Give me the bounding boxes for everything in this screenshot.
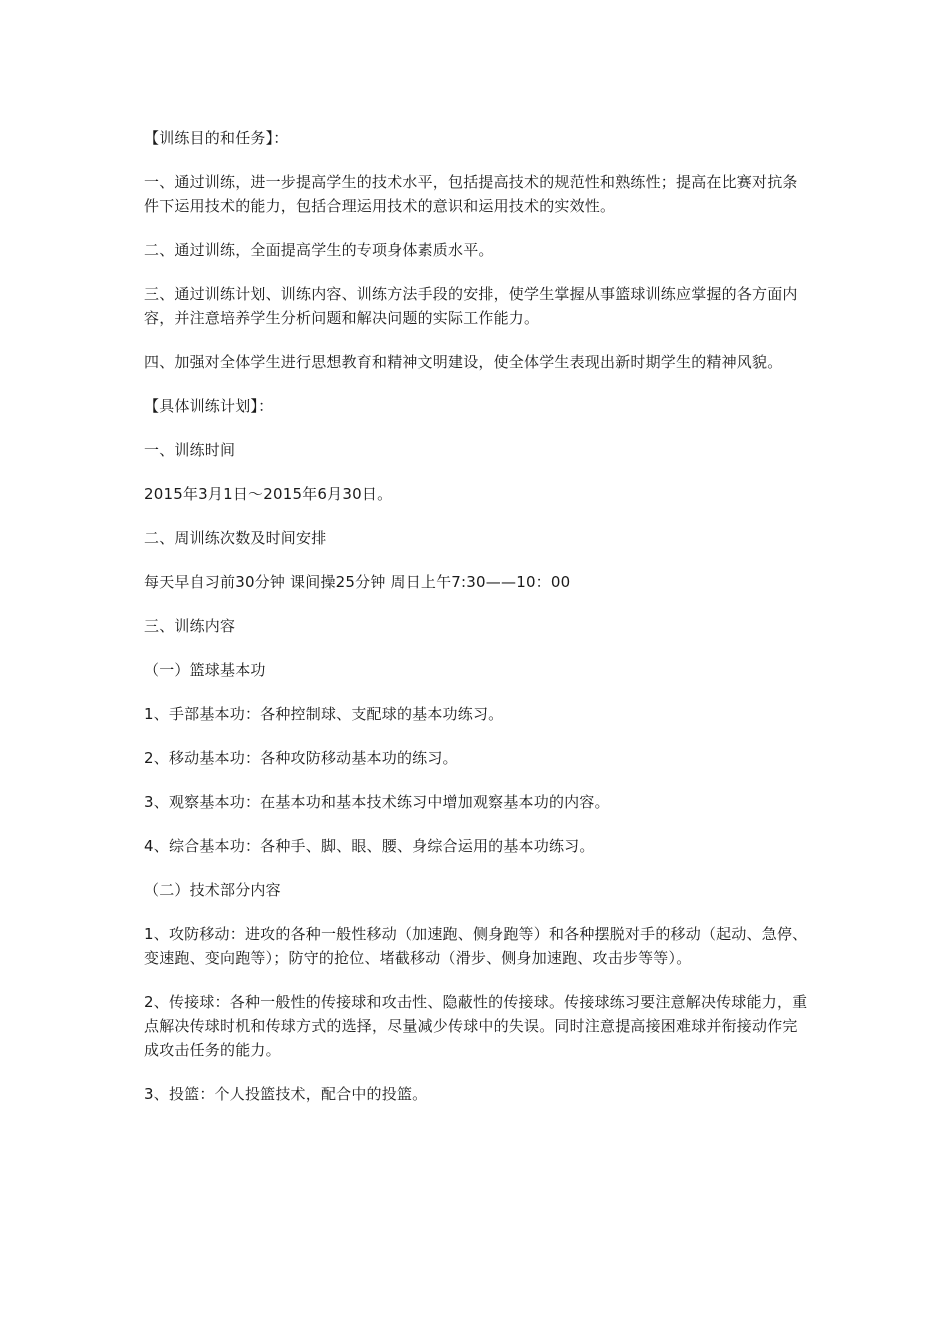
fundamental-item-1: 1、手部基本功：各种控制球、支配球的基本功练习。: [144, 705, 504, 723]
plan-schedule-text: 每天早自习前30分钟 课间操25分钟 周日上午7:30——10：00: [144, 573, 571, 591]
fundamental-item-4: 4、综合基本功：各种手、脚、眼、腰、身综合运用的基本功练习。: [144, 837, 595, 855]
fundamental-item-2: 2、移动基本功：各种攻防移动基本功的练习。: [144, 749, 458, 767]
plan-heading-schedule: 二、周训练次数及时间安排: [144, 529, 327, 547]
section-heading-plan: 【具体训练计划】：: [144, 397, 274, 415]
subheading-fundamentals: （一）篮球基本功: [144, 661, 266, 679]
goal-item-4: 四、加强对全体学生进行思想教育和精神文明建设，使全体学生表现出新时期学生的精神风貌。: [144, 353, 783, 371]
fundamental-item-3: 3、观察基本功：在基本功和基本技术练习中增加观察基本功的内容。: [144, 793, 610, 811]
plan-date-range: 2015年3月1日～2015年6月30日。: [144, 485, 393, 503]
technique-item-1: 1、攻防移动：进攻的各种一般性移动（加速跑、侧身跑等）和各种摆脱对手的移动（起动、急停、变速跑、变向跑等）；防守的抢位、堵截移动（滑步、侧身加速跑、攻击步等等）。: [144, 925, 808, 967]
section-heading-goals: 【训练目的和任务】：: [144, 129, 289, 147]
plan-heading-content: 三、训练内容: [144, 617, 236, 635]
technique-item-2: 2、传接球：各种一般性的传接球和攻击性、隐蔽性的传接球。传接球练习要注意解决传球能力，重点解决传球时机和传球方式的选择，尽量减少传球中的失误。同时注意提高接困难球并衔接动作完成攻击任务的能力。: [144, 993, 808, 1059]
goal-item-1: 一、通过训练，进一步提高学生的技术水平，包括提高技术的规范性和熟练性；提高在比赛对抗条件下运用技术的能力，包括合理运用技术的意识和运用技术的实效性。: [144, 173, 798, 215]
technique-item-3: 3、投篮：个人投篮技术，配合中的投篮。: [144, 1085, 428, 1103]
plan-heading-time: 一、训练时间: [144, 441, 236, 459]
document-page: [144, 126, 812, 1126]
subheading-technique: （二）技术部分内容: [144, 881, 281, 899]
goal-item-2: 二、通过训练，全面提高学生的专项身体素质水平。: [144, 241, 494, 259]
goal-item-3: 三、通过训练计划、训练内容、训练方法手段的安排，使学生掌握从事篮球训练应掌握的各方面内容，并注意培养学生分析问题和解决问题的实际工作能力。: [144, 285, 798, 327]
